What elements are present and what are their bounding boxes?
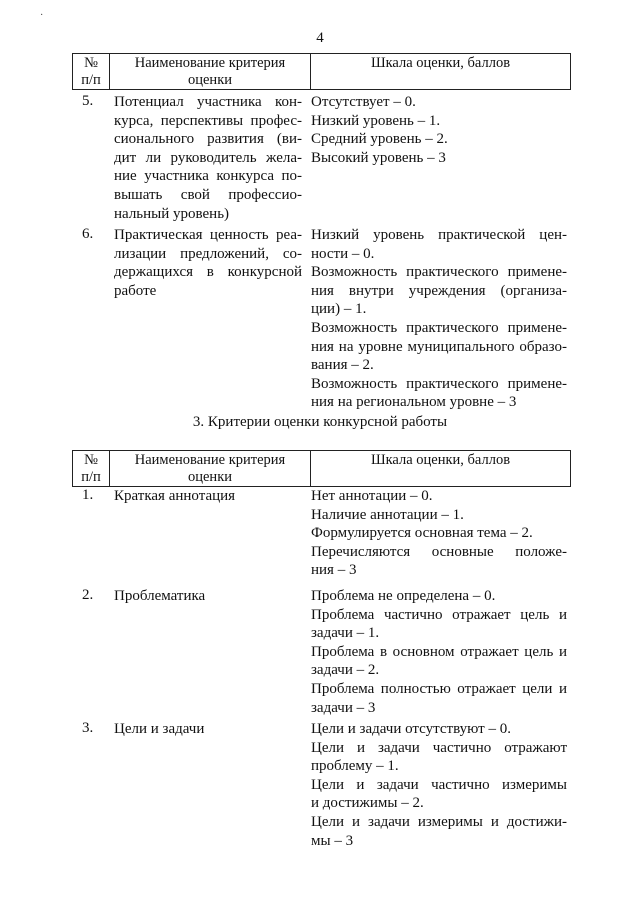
criterion-line: Краткая аннотация: [114, 488, 236, 504]
header-criterion-line: оценки: [187, 72, 232, 88]
scale-line: проблему – 1.: [311, 758, 399, 775]
header-num-line: п/п: [81, 72, 101, 88]
header-num-cell: [73, 451, 110, 487]
header-scale-line: Шкала оценки, баллов: [370, 55, 511, 71]
header-criterion-cell: [110, 451, 311, 487]
scale-line: Цели и задачи частично измеримы: [311, 776, 567, 793]
scale-line: Проблема в основном отражает цель и: [311, 643, 567, 660]
scale-line: Цели и задачи частично отражают: [311, 739, 567, 756]
criterion-line: нальный уровень): [114, 205, 230, 222]
header-criterion-line: Наименование критерия: [134, 55, 286, 71]
scale-line: Возможность практического примене-: [311, 319, 567, 336]
header-num-line: №: [84, 55, 98, 71]
scale-line: Наличие аннотации – 1.: [311, 506, 464, 523]
row-number: 5.: [82, 93, 94, 109]
scale-line: ния – 3: [311, 562, 357, 579]
scale-line: Цели и задачи измеримы и достижи-: [311, 813, 567, 830]
criterion-line: дит ли руководитель жела-: [114, 149, 302, 166]
scale-line: Цели и задачи отсутствуют – 0.: [311, 721, 511, 737]
section-title: 3. Критерии оценки конкурсной работы: [192, 414, 448, 430]
row-number: 6.: [82, 226, 94, 242]
scale-line: Низкий уровень практической цен-: [311, 227, 567, 243]
criterion-line: лизации предложений, со-: [114, 245, 302, 262]
header-criterion-line: оценки: [187, 469, 232, 485]
scale-line: задачи – 1.: [311, 625, 380, 642]
scale-line: вания – 2.: [311, 357, 374, 374]
table1-header: [72, 53, 571, 90]
scale-line: ния на региональном уровне – 3: [311, 394, 517, 411]
row-criterion: [114, 587, 302, 606]
scale-line: мы – 3: [311, 832, 354, 849]
row-criterion: [114, 93, 302, 223]
scale-line: задачи – 2.: [311, 662, 380, 679]
scale-line: Формулируется основная тема – 2.: [311, 525, 533, 542]
scale-line: Возможность практического примене-: [311, 375, 567, 392]
header-scale-cell: [311, 54, 571, 90]
criterion-line: работе: [114, 282, 157, 299]
scale-line: ния на уровне муниципального образо-: [311, 338, 567, 355]
row-criterion: [114, 720, 302, 739]
row-criterion: [114, 226, 302, 300]
criterion-line: Практическая ценность реа-: [114, 227, 302, 243]
scale-line: Отсутствует – 0.: [311, 94, 416, 110]
criterion-line: сионального развития (ви-: [114, 131, 302, 148]
header-criterion-cell: [110, 54, 311, 90]
scale-line: Высокий уровень – 3: [311, 149, 446, 166]
scale-line: Низкий уровень – 1.: [311, 112, 441, 129]
scale-line: Проблема полностью отражает цели и: [311, 680, 567, 697]
criterion-line: держащихся в конкурсной: [114, 264, 302, 281]
criterion-line: Проблематика: [114, 588, 206, 604]
row-scale: [311, 720, 567, 850]
header-criterion-line: Наименование критерия: [134, 452, 286, 468]
row-criterion: [114, 487, 302, 506]
row-number: 3.: [82, 720, 94, 736]
scan-mark: ·: [40, 10, 44, 21]
scale-line: Проблема частично отражает цель и: [311, 606, 567, 623]
criterion-line: Цели и задачи: [114, 721, 205, 737]
row-scale: [311, 487, 567, 580]
criterion-line: курса, перспективы профес-: [114, 112, 302, 129]
scale-line: задачи – 3: [311, 699, 376, 716]
header-scale-line: Шкала оценки, баллов: [370, 452, 511, 468]
scale-line: ния внутри учреждения (организа-: [311, 282, 567, 299]
header-num-line: №: [84, 452, 98, 468]
scale-line: Нет аннотации – 0.: [311, 488, 433, 504]
scale-line: Перечисляются основные положе-: [311, 543, 567, 560]
scale-line: ности – 0.: [311, 245, 375, 262]
header-num-cell: [73, 54, 110, 90]
criterion-line: вышать свой профессио-: [114, 186, 302, 203]
row-scale: [311, 226, 567, 412]
row-number: 2.: [82, 587, 94, 603]
row-scale: [311, 93, 567, 167]
criterion-line: ние участника конкурса по-: [114, 168, 302, 185]
scale-line: Возможность практического примене-: [311, 264, 567, 281]
table2-header: [72, 450, 571, 487]
row-number: 1.: [82, 487, 94, 503]
header-num-line: п/п: [81, 469, 101, 485]
scale-line: ции) – 1.: [311, 301, 367, 318]
page-number: 4: [316, 30, 324, 46]
scale-line: и достижимы – 2.: [311, 795, 424, 812]
row-scale: [311, 587, 567, 717]
criterion-line: Потенциал участника кон-: [114, 94, 302, 110]
header-scale-cell: [311, 451, 571, 487]
scale-line: Проблема не определена – 0.: [311, 588, 496, 604]
scale-line: Средний уровень – 2.: [311, 131, 448, 148]
